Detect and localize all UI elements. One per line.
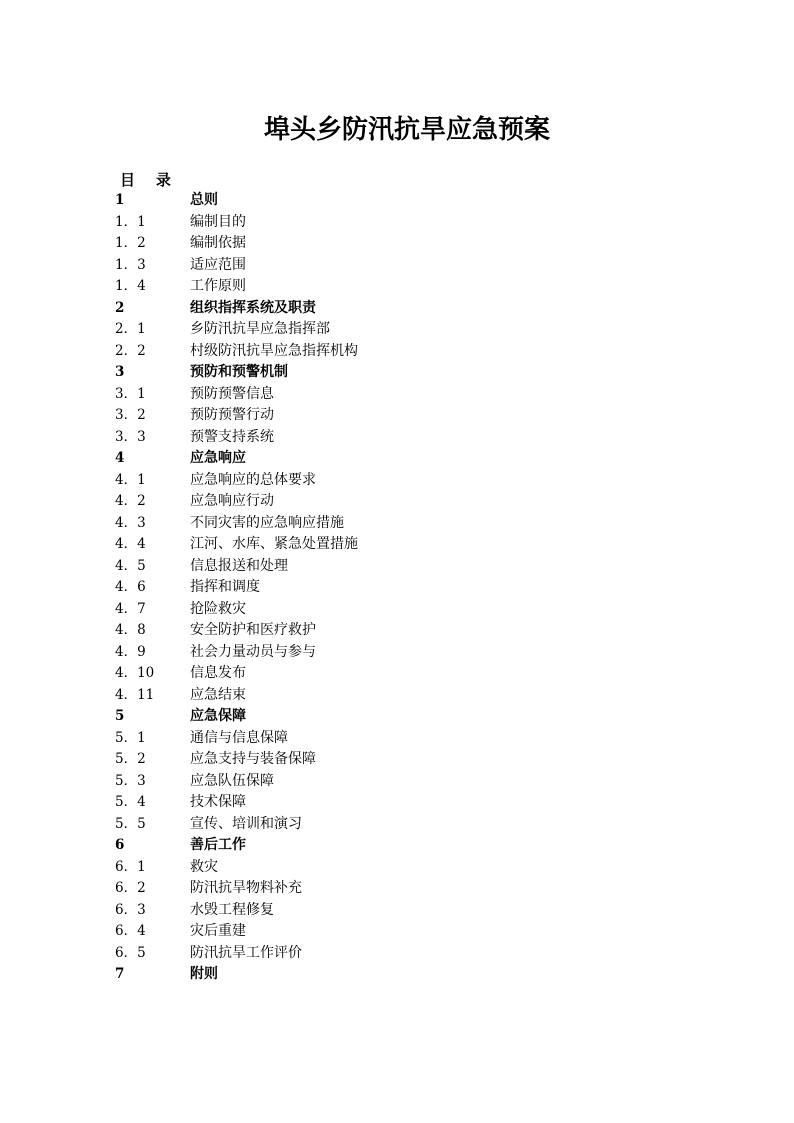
toc-entry-title: 预防预警行动 [190,407,274,423]
toc-section-entry [115,427,535,449]
toc-entry-number: 5．5 [115,815,146,832]
toc-entry-title: 预防和预警机制 [190,364,288,380]
toc-entry-number: 1．1 [115,213,146,230]
toc-entry-title: 应急支持与装备保障 [190,751,316,767]
toc-entry-title: 应急结束 [190,686,246,703]
toc-entry-title: 灾后重建 [190,923,246,939]
toc-section-entry [115,642,535,664]
toc-entry-number: 4．1 [115,471,146,488]
toc-entry-title: 应急队伍保障 [190,772,274,789]
toc-section-entry [115,556,535,578]
toc-entry-title: 组织指挥系统及职责 [190,299,316,316]
toc-section-entry [115,405,535,427]
toc-entry-number: 4．8 [115,622,146,638]
toc-entry-title: 技术保障 [190,794,246,810]
toc-entry-title: 应急响应 [190,450,246,466]
toc-section-entry [115,491,535,513]
toc-entry-number: 1 [115,192,125,208]
toc-entry-title: 应急保障 [190,708,246,724]
toc-entry-number: 4．6 [115,579,146,595]
toc-entry-title: 适应范围 [190,256,246,273]
toc-entry-number: 4．7 [115,600,146,617]
toc-section-entry [115,534,535,556]
document-title: 埠头乡防汛抗旱应急预案 [264,115,551,145]
toc-section-entry [115,233,535,255]
toc-entry-number: 6．5 [115,944,146,961]
toc-entry-number: 5．3 [115,772,146,789]
toc-section-entry [115,943,535,965]
toc-entry-number: 4．11 [115,686,155,703]
toc-entry-number: 4 [115,450,125,466]
toc-chapter-entry [115,706,535,728]
toc-entry-title: 信息报送和处理 [190,557,288,574]
toc-chapter-entry [115,835,535,857]
toc-entry-title: 防汛抗旱物料补充 [190,880,302,896]
toc-section-entry [115,212,535,234]
toc-section-entry [115,728,535,750]
toc-chapter-entry [115,448,535,470]
toc-heading: 目 录 [120,171,171,189]
toc-section-entry [115,878,535,900]
toc-section-entry [115,814,535,836]
toc-entry-title: 江河、水库、紧急处置措施 [190,536,358,552]
toc-entry-number: 6 [115,837,125,853]
toc-entry-number: 4．3 [115,514,146,531]
toc-section-entry [115,255,535,277]
toc-entry-number: 2．2 [115,342,146,359]
toc-entry-title: 指挥和调度 [190,579,260,595]
toc-entry-number: 4．5 [115,557,146,574]
toc-section-entry [115,341,535,363]
toc-section-entry [115,749,535,771]
toc-entry-title: 总则 [190,192,218,208]
toc-section-entry [115,513,535,535]
toc-entry-number: 5．4 [115,794,146,810]
toc-section-entry [115,900,535,922]
toc-entry-title: 抢险救灾 [190,600,246,617]
toc-entry-title: 救灾 [190,858,218,875]
toc-section-entry [115,599,535,621]
toc-entry-number: 4．4 [115,536,146,552]
toc-section-entry [115,577,535,599]
toc-entry-title: 预警支持系统 [190,428,274,445]
toc-entry-title: 社会力量动员与参与 [190,643,316,660]
toc-entry-number: 3．2 [115,407,146,423]
toc-entry-number: 4．9 [115,643,146,660]
toc-section-entry [115,319,535,341]
toc-entry-number: 3 [115,364,125,380]
toc-entry-number: 6．3 [115,901,146,918]
toc-entry-title: 水毁工程修复 [190,901,274,918]
toc-entry-number: 3．1 [115,385,146,402]
toc-section-entry [115,921,535,943]
toc-chapter-entry [115,964,535,986]
toc-entry-number: 1．4 [115,278,146,294]
toc-section-entry [115,470,535,492]
toc-entry-title: 不同灾害的应急响应措施 [190,514,344,531]
toc-entry-number: 2 [115,299,125,316]
toc-entry-title: 预防预警信息 [190,385,274,402]
toc-entry-title: 安全防护和医疗救护 [190,622,316,638]
toc-chapter-entry [115,362,535,384]
toc-entry-title: 通信与信息保障 [190,729,288,746]
toc-entry-title: 信息发布 [190,665,246,681]
toc-entry-title: 村级防汛抗旱应急指挥机构 [190,342,358,359]
toc-section-entry [115,792,535,814]
toc-entry-title: 善后工作 [190,837,246,853]
toc-entry-number: 6．2 [115,880,146,896]
toc-entry-number: 5．1 [115,729,146,746]
toc-section-entry [115,384,535,406]
toc-entry-title: 附则 [190,966,218,982]
toc-entry-title: 防汛抗旱工作评价 [190,944,302,961]
toc-entry-number: 1．2 [115,235,146,251]
toc-entry-number: 6．1 [115,858,146,875]
toc-section-entry [115,620,535,642]
toc-chapter-entry [115,190,535,212]
toc-entry-title: 编制目的 [190,213,246,230]
toc-entry-number: 5．2 [115,751,146,767]
toc-entry-number: 5 [115,708,125,724]
toc-entry-number: 4．2 [115,493,146,509]
toc-section-entry [115,663,535,685]
toc-entry-title: 应急响应的总体要求 [190,471,316,488]
toc-entry-title: 乡防汛抗旱应急指挥部 [190,321,330,337]
toc-entry-number: 6．4 [115,923,146,939]
toc-section-entry [115,771,535,793]
toc-entry-title: 工作原则 [190,278,246,294]
toc-entry-number: 3．3 [115,428,146,445]
table-of-contents [115,190,535,986]
toc-entry-number: 1．3 [115,256,146,273]
toc-section-entry [115,685,535,707]
toc-entry-number: 4．10 [115,665,155,681]
toc-section-entry [115,857,535,879]
toc-chapter-entry [115,298,535,320]
toc-entry-number: 7 [115,966,125,982]
toc-entry-title: 应急响应行动 [190,493,274,509]
toc-entry-title: 宣传、培训和演习 [190,815,302,832]
toc-entry-number: 2．1 [115,321,146,337]
toc-entry-title: 编制依据 [190,235,246,251]
toc-section-entry [115,276,535,298]
